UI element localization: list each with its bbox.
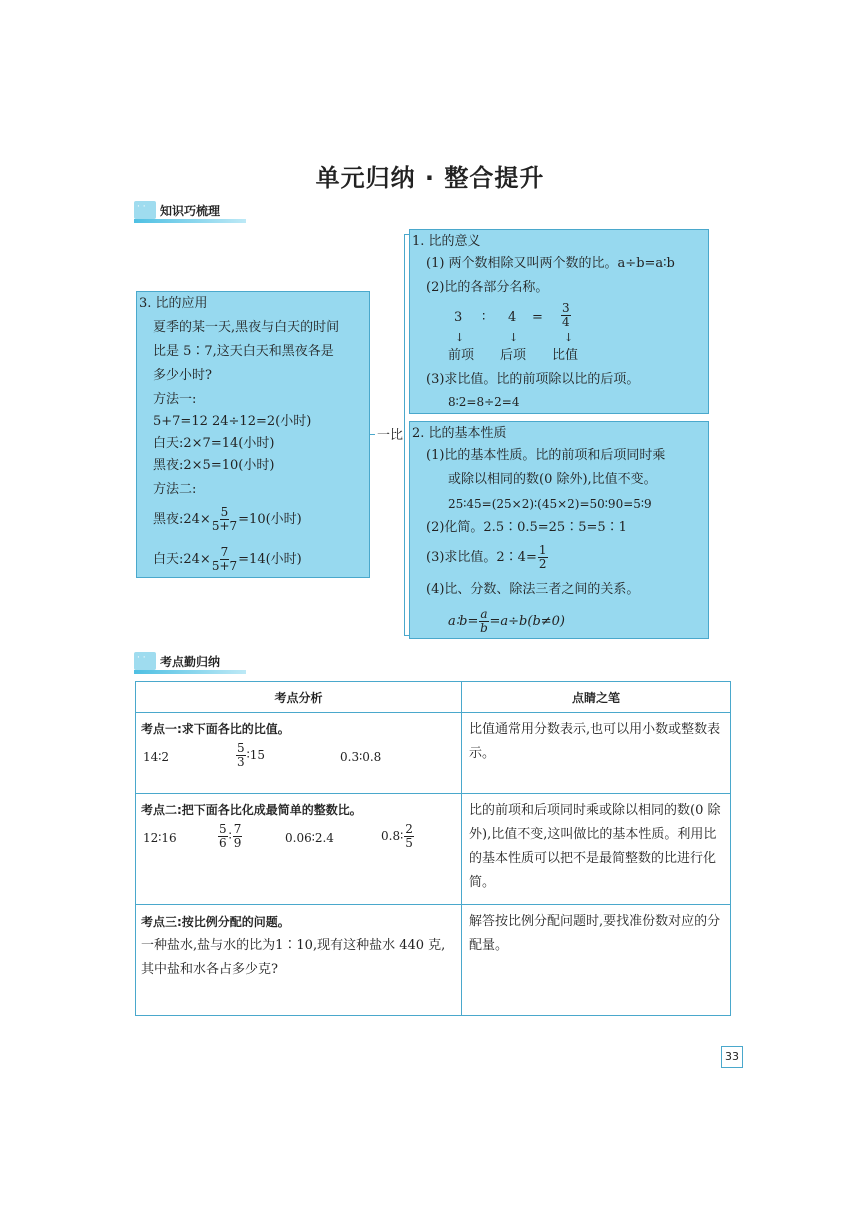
formula-line	[426, 544, 549, 571]
formula-suffix: =a÷b(b≠0)	[489, 614, 566, 629]
application-panel	[136, 291, 370, 578]
fraction-denominator: 2	[538, 557, 547, 571]
text-line: (2)比的各部分名称。	[426, 280, 549, 295]
expr-eq: =	[532, 310, 543, 325]
fraction-numerator: 5	[237, 741, 245, 755]
point-title: 考点二:把下面各比化成最简单的整数比。	[141, 803, 362, 817]
text-line: 白天:2×7=14(小时)	[153, 436, 275, 451]
cloud-icon	[134, 652, 156, 670]
point-body: 一种盐水,盐与水的比为1∶10,现有这种盐水 440 克,其中盐和水各占多少克?	[141, 938, 446, 977]
note-text: 解答按比例分配问题时,要找准份数对应的分配量。	[469, 914, 721, 953]
ratio-item: 0.06∶2.4	[285, 831, 334, 845]
name-front: 前项	[448, 348, 475, 363]
formula-suffix: =10(小时)	[238, 512, 302, 527]
table-row	[136, 905, 731, 1016]
property-heading: 2. 比的基本性质	[412, 426, 507, 441]
point-title: 考点一:求下面各比的比值。	[141, 722, 290, 736]
arrow-down-icon: ↓	[564, 331, 574, 344]
note-text: 比的前项和后项同时乘或除以相同的数(0 除外),比值不变,这叫做比的基本性质。利用比的基本性质可以把不是最简整数的比进行化简。	[469, 803, 721, 890]
ratio-item: 12∶16	[143, 831, 177, 845]
fraction-numerator: 7	[233, 822, 242, 836]
formula-prefix: 白天:24×	[153, 552, 211, 567]
header-notes: 点睛之笔	[462, 682, 731, 713]
note-cell	[462, 794, 731, 905]
text-line: 比是 5∶7,这天白天和黑夜各是	[153, 344, 334, 359]
text-line: (3)求比值。比的前项除以比的后项。	[426, 372, 640, 387]
text-line: 5+7=12 24÷12=2(小时)	[153, 414, 312, 429]
formula-line	[153, 546, 302, 573]
fraction-numerator: 7	[220, 545, 229, 559]
fraction-numerator: 5	[219, 822, 227, 836]
table-header-row	[136, 682, 731, 713]
expr-a: 3	[454, 310, 463, 325]
property-panel	[409, 421, 709, 639]
fraction-denominator: b	[480, 621, 488, 635]
meaning-panel	[409, 229, 709, 414]
fraction-denominator: 4	[562, 315, 570, 329]
application-heading: 3. 比的应用	[139, 296, 208, 311]
ratio-item	[217, 823, 243, 850]
name-value: 比值	[552, 348, 579, 363]
text-line: 25∶45=(25×2)∶(45×2)=50∶90=5∶9	[448, 497, 652, 511]
formula-suffix: =14(小时)	[238, 552, 302, 567]
note-text: 比值通常用分数表示,也可以用小数或整数表示。	[469, 722, 721, 761]
points-table	[135, 681, 731, 1016]
header-analysis: 考点分析	[136, 682, 462, 713]
ratio-item	[235, 742, 265, 769]
section-label: 考点勤归纳	[160, 654, 221, 669]
formula-line	[448, 608, 565, 635]
ratio-item	[381, 823, 415, 850]
fraction	[212, 546, 237, 573]
fraction-numerator: a	[480, 607, 488, 621]
text-line: 夏季的某一天,黑夜与白天的时间	[153, 320, 340, 335]
tag-underline	[134, 670, 246, 674]
text-line: 方法一:	[153, 392, 197, 407]
fraction-denominator: 3	[237, 755, 245, 769]
fraction	[538, 544, 548, 571]
cloud-icon	[134, 201, 156, 219]
expr-b: 4	[508, 310, 517, 325]
text-line: 方法二:	[153, 482, 197, 497]
text-line: (4)比、分数、除法三者之间的关系。	[426, 582, 640, 597]
fraction-denominator: 5	[405, 836, 413, 850]
section-tag-knowledge	[134, 199, 220, 221]
table-row	[136, 794, 731, 905]
tag-underline	[134, 219, 246, 223]
fraction-numerator: 5	[220, 505, 229, 519]
text-line: 8∶2=8÷2=4	[448, 395, 520, 409]
text-line: 黑夜:2×5=10(小时)	[153, 458, 275, 473]
arrow-down-icon: ↓	[509, 331, 519, 344]
point-title: 考点三:按比例分配的问题。	[141, 915, 290, 929]
expr-colon: ∶	[482, 310, 486, 325]
center-label: 一比	[375, 424, 405, 443]
name-back: 后项	[500, 348, 527, 363]
bracket-line	[404, 234, 405, 636]
section-tag-points	[134, 650, 220, 672]
ratio-prefix: 0.8∶	[381, 829, 404, 843]
note-cell	[462, 713, 731, 794]
text-line: (1) 两个数相除又叫两个数的比。a÷b=a∶b	[426, 256, 675, 271]
fraction-numerator: 1	[538, 543, 547, 557]
table-row	[136, 713, 731, 794]
fraction-denominator: 6	[219, 836, 227, 850]
ratio-item: 0.3∶0.8	[340, 750, 382, 764]
fraction	[560, 302, 572, 329]
text-line: 或除以相同的数(0 除外),比值不变。	[448, 472, 657, 487]
fraction-denominator: 5+7	[211, 559, 238, 573]
text-line: 多少小时?	[153, 368, 212, 383]
note-cell	[462, 905, 731, 1016]
arrow-down-icon: ↓	[455, 331, 465, 344]
formula-prefix: (3)求比值。2∶4=	[426, 550, 537, 565]
analysis-cell	[136, 713, 462, 794]
formula-line	[153, 506, 302, 533]
ratio-suffix: ∶15	[246, 748, 266, 762]
text-line: (2)化简。2.5∶0.5=25∶5=5∶1	[426, 520, 627, 535]
fraction-denominator: 5+7	[211, 519, 238, 533]
fraction-denominator: 9	[233, 836, 242, 850]
formula-prefix: 黑夜:24×	[153, 512, 211, 527]
fraction	[479, 608, 488, 635]
analysis-cell	[136, 794, 462, 905]
text-line: (1)比的基本性质。比的前项和后项同时乘	[426, 448, 666, 463]
page-title: 单元归纳 · 整合提升	[315, 164, 545, 192]
section-label: 知识巧梳理	[160, 203, 221, 218]
ratio-item: 14∶2	[143, 750, 170, 764]
analysis-cell	[136, 905, 462, 1016]
ratio-colon: ∶	[228, 829, 232, 843]
page-number: 33	[721, 1046, 743, 1068]
fraction-numerator: 3	[562, 301, 570, 315]
fraction-numerator: 2	[405, 822, 413, 836]
meaning-heading: 1. 比的意义	[412, 234, 481, 249]
formula-prefix: a∶b=	[448, 614, 479, 629]
fraction	[212, 506, 237, 533]
